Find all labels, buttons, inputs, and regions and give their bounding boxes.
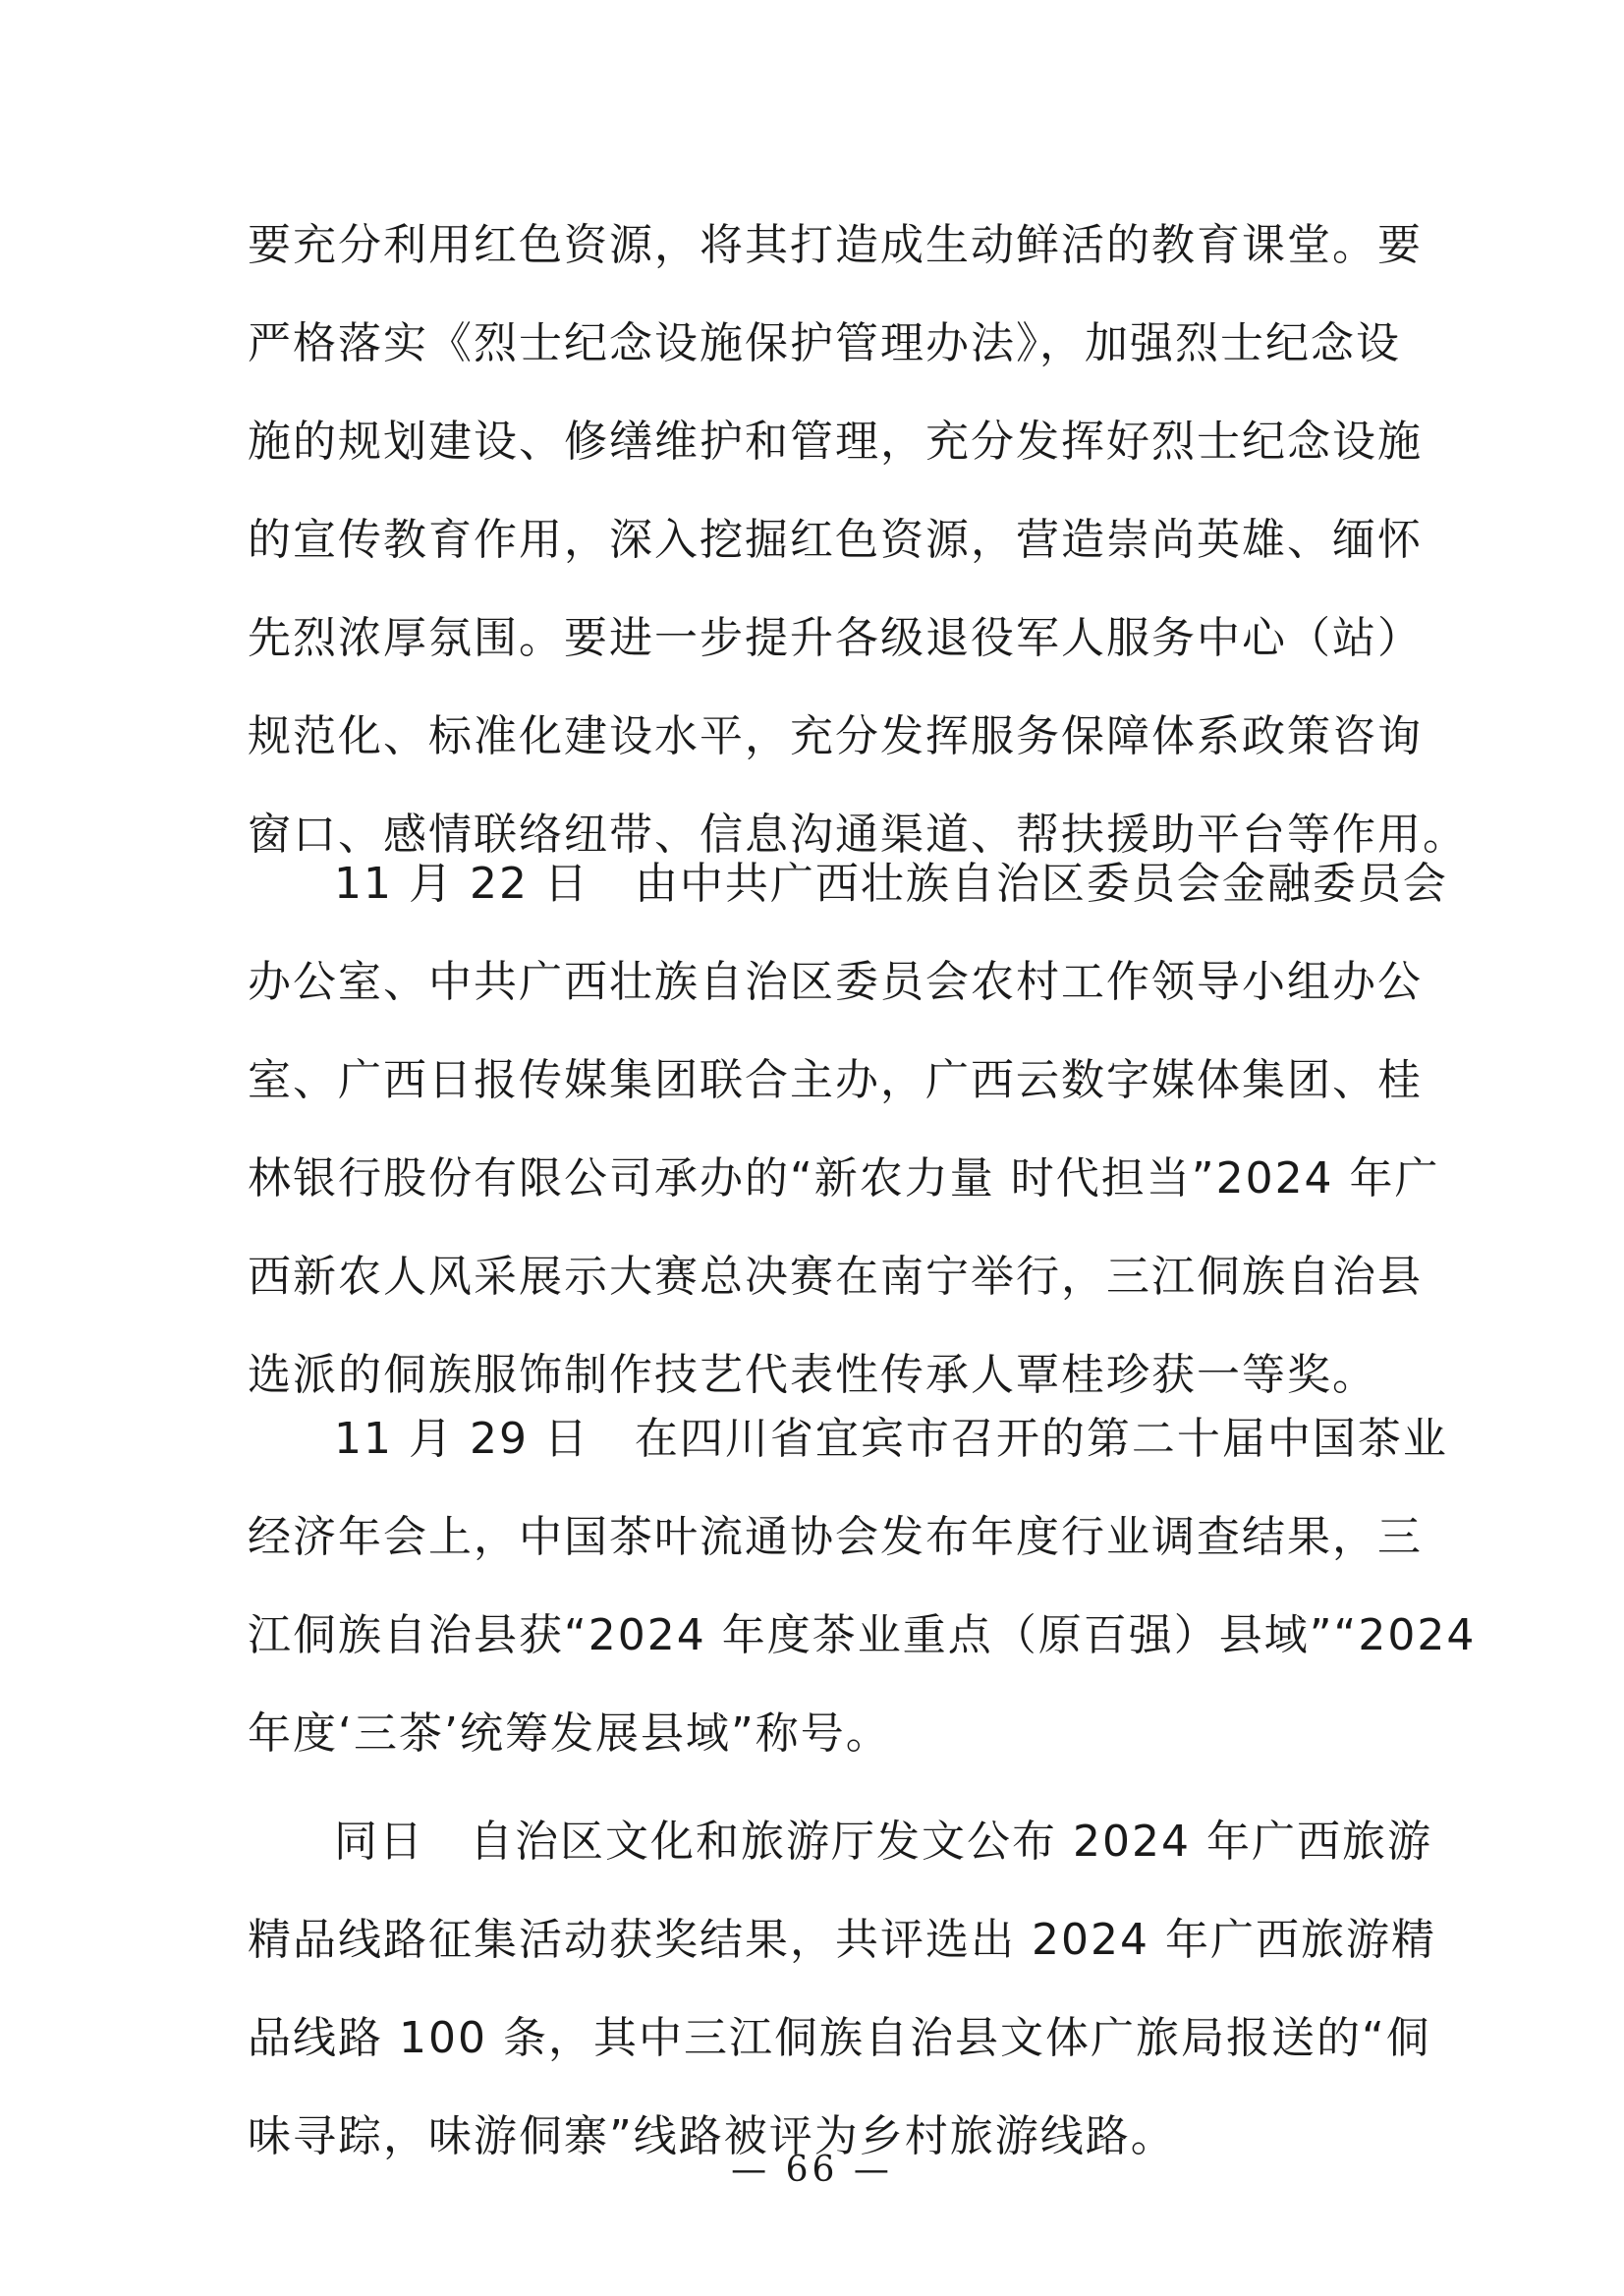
text-line: 施的规划建设、修缮维护和管理，充分发挥好烈士纪念设施 — [248, 417, 1423, 467]
text-line: 11 月 22 日 由中共广西壮族自治区委员会金融委员会 — [334, 859, 1448, 909]
text-line: 室、广西日报传媒集团联合主办，广西云数字媒体集团、桂 — [248, 1055, 1423, 1105]
text-line: 年度‘三茶’统筹发展县域”称号。 — [248, 1708, 891, 1759]
text-line: 经济年会上，中国茶叶流通协会发布年度行业调查结果，三 — [248, 1512, 1423, 1562]
paragraph-nov-29 — [248, 1390, 1477, 1783]
text-line: 办公室、中共广西壮族自治区委员会农村工作领导小组办公 — [248, 957, 1423, 1007]
text-line: 窗口、感情联络纽带、信息沟通渠道、帮扶援助平台等作用。 — [248, 810, 1468, 860]
text-line: 味寻踪，味游侗寨”线路被评为乡村旅游线路。 — [248, 2111, 1176, 2161]
text-line: 的宣传教育作用，深入挖掘红色资源，营造崇尚英雄、缅怀 — [248, 515, 1423, 565]
text-line: 选派的侗族服饰制作技艺代表性传承人覃桂珍获一等奖。 — [248, 1350, 1377, 1400]
paragraph-nov-22 — [248, 835, 1448, 1425]
text-line: 先烈浓厚氛围。要进一步提升各级退役军人服务中心（站） — [248, 613, 1423, 663]
text-line: 规范化、标准化建设水平，充分发挥服务保障体系政策咨询 — [248, 711, 1423, 761]
text-line: 西新农人风采展示大赛总决赛在南宁举行，三江侗族自治县 — [248, 1252, 1423, 1302]
text-line: 要充分利用红色资源，将其打造成生动鲜活的教育课堂。要 — [248, 220, 1423, 270]
text-line: 11 月 29 日 在四川省宜宾市召开的第二十届中国茶业 — [334, 1414, 1448, 1464]
paragraph-same-day — [248, 1793, 1436, 2186]
text-line: 严格落实《烈士纪念设施保护管理办法》，加强烈士纪念设 — [248, 318, 1401, 368]
text-line: 林银行股份有限公司承办的“新农力量 时代担当”2024 年广 — [248, 1153, 1440, 1204]
text-line: 品线路 100 条，其中三江侗族自治县文体广旅局报送的“侗 — [248, 2013, 1431, 2063]
text-line: 同日 自治区文化和旅游厅发文公布 2024 年广西旅游 — [334, 1817, 1432, 1867]
text-line: 精品线路征集活动获奖结果，共评选出 2024 年广西旅游精 — [248, 1915, 1436, 1965]
text-line: 江侗族自治县获“2024 年度茶业重点（原百强）县域”“2024 — [248, 1610, 1477, 1660]
page-number: — 66 — — [731, 2150, 893, 2190]
